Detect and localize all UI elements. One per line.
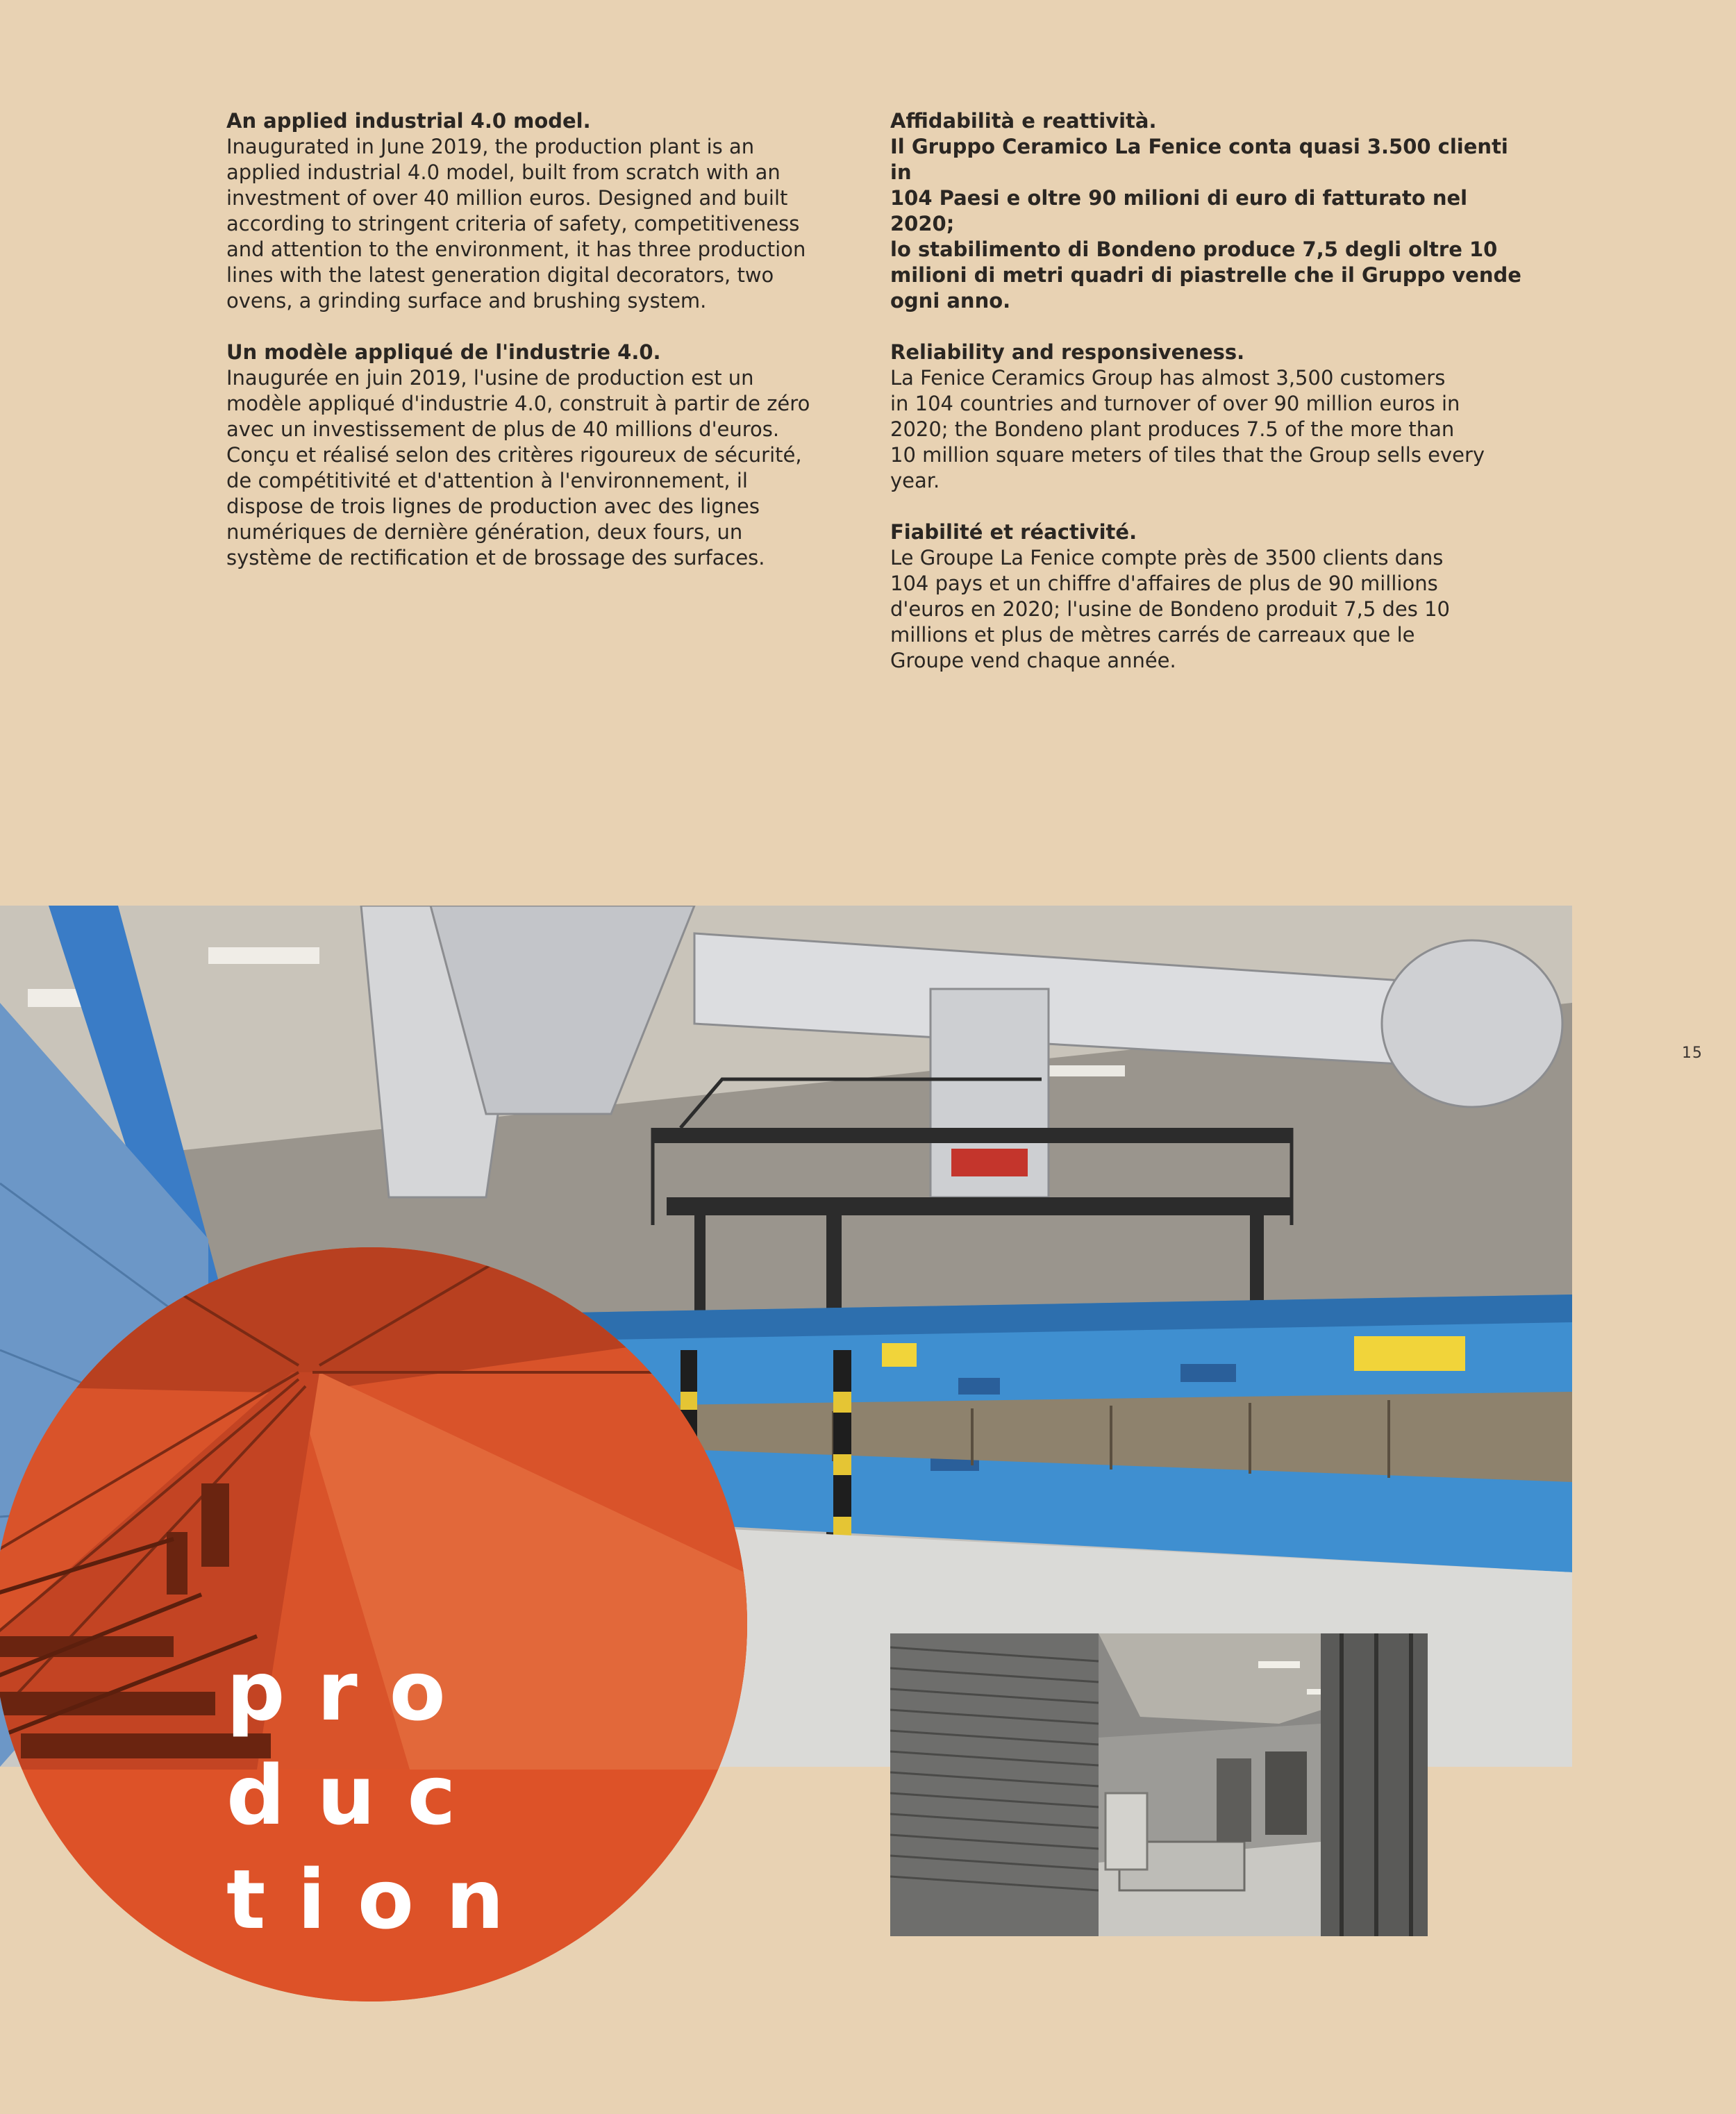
body-line: numériques de dernière génération, deux fours, un xyxy=(226,520,743,544)
body-line: and attention to the environment, it has three production xyxy=(226,238,806,261)
section-reliability-fr xyxy=(890,519,1529,674)
body-line: 2020; the Bondeno plant produces 7.5 of the more than xyxy=(890,417,1455,441)
body-line: year. xyxy=(890,469,940,492)
body-line: modèle appliqué d'industrie 4.0, construit à partir de zéro xyxy=(226,392,810,415)
section-heading: Fiabilité et réactivité. xyxy=(890,520,1137,544)
body-line: ovens, a grinding surface and brushing system. xyxy=(226,289,707,313)
body-line: Conçu et réalisé selon des critères rigoureux de sécurité, xyxy=(226,443,802,467)
body-line: de compétitivité et d'attention à l'environnement, il xyxy=(226,469,748,492)
text-column-left xyxy=(226,108,851,597)
body-line: système de rectification et de brossage des surfaces. xyxy=(226,546,765,569)
section-heading: Reliability and responsiveness. xyxy=(890,340,1245,364)
body-line: ogni anno. xyxy=(890,289,1011,313)
body-line: avec un investissement de plus de 40 millions d'euros. xyxy=(226,417,780,441)
feature-word-line: pro xyxy=(226,1643,478,1739)
body-line: investment of over 40 million euros. Designed and built xyxy=(226,186,788,210)
feature-word-production xyxy=(226,1639,536,1951)
body-line: Inaugurated in June 2019, the production plant is an xyxy=(226,135,755,158)
feature-word-line: duc xyxy=(226,1747,488,1843)
section-industrial-model-en xyxy=(226,108,851,314)
body-line: 104 Paesi e oltre 90 milioni di euro di fatturato nel 2020; xyxy=(890,186,1468,235)
section-reliability-en xyxy=(890,340,1529,494)
body-line: dispose de trois lignes de production avec des lignes xyxy=(226,494,760,518)
section-heading: An applied industrial 4.0 model. xyxy=(226,109,591,133)
text-column-right xyxy=(890,108,1529,699)
body-line: Inaugurée en juin 2019, l'usine de production est un xyxy=(226,366,754,390)
body-line: d'euros en 2020; l'usine de Bondeno produit 7,5 des 10 xyxy=(890,597,1450,621)
page-number: 15 xyxy=(1682,1044,1703,1062)
body-line: milioni di metri quadri di piastrelle che il Gruppo vende xyxy=(890,263,1521,287)
body-line: applied industrial 4.0 model, built from scratch with an xyxy=(226,160,781,184)
body-line: 104 pays et un chiffre d'affaires de plus de 90 millions xyxy=(890,572,1438,595)
body-line: Il Gruppo Ceramico La Fenice conta quasi 3.500 clienti in xyxy=(890,135,1508,184)
section-heading: Un modèle appliqué de l'industrie 4.0. xyxy=(226,340,661,364)
section-reliability-it xyxy=(890,108,1529,314)
section-industrial-model-fr xyxy=(226,340,851,571)
body-line: 10 million square meters of tiles that the Group sells every xyxy=(890,443,1485,467)
feature-word-line: tion xyxy=(226,1851,536,1947)
body-line: millions et plus de mètres carrés de carreaux que le xyxy=(890,623,1415,647)
section-heading: Affidabilità e reattività. xyxy=(890,109,1157,133)
body-line: according to stringent criteria of safety, competitiveness xyxy=(226,212,800,235)
body-line: lo stabilimento di Bondeno produce 7,5 degli oltre 10 xyxy=(890,238,1498,261)
body-line: La Fenice Ceramics Group has almost 3,500 customers xyxy=(890,366,1446,390)
factory-photo-secondary xyxy=(890,1633,1428,1936)
body-line: Le Groupe La Fenice compte près de 3500 clients dans xyxy=(890,546,1444,569)
body-line: in 104 countries and turnover of over 90 million euros in xyxy=(890,392,1460,415)
body-line: Groupe vend chaque année. xyxy=(890,649,1176,672)
body-line: lines with the latest generation digital decorators, two xyxy=(226,263,774,287)
